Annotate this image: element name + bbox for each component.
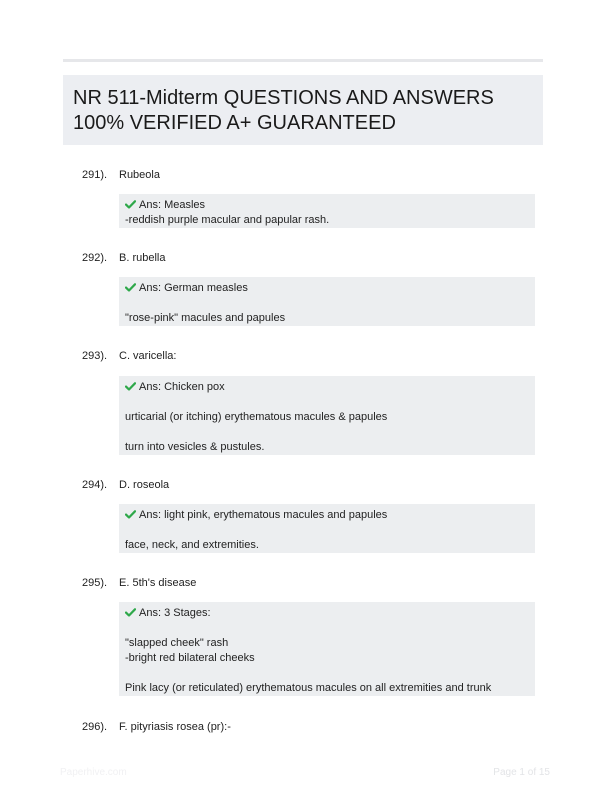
answer-label: Ans: Chicken pox [139,381,225,393]
question-text: Rubeola [119,169,160,181]
answer-box [119,194,535,228]
answer-label: Ans: German measles [139,282,248,294]
answer-label: Ans: Measles [139,199,206,211]
answer-detail: "slapped cheek" rash [125,637,229,649]
question-text: E. 5th's disease [119,577,197,589]
question-text: B. rubella [119,252,166,264]
title-line-1: NR 511-Midterm QUESTIONS AND ANSWERS [73,87,494,109]
question-number: 296). [82,721,108,733]
answer-detail: urticarial (or itching) erythematous macules & papules [125,411,388,423]
footer-source: Paperhive.com [60,767,127,778]
checkmark-icon [125,282,136,297]
answer-box [119,504,535,553]
checkmark-icon [125,509,136,524]
question-number: 291). [82,169,108,181]
top-rule [63,59,543,62]
answer-detail: -reddish purple macular and papular rash. [125,214,330,226]
title-line-2: 100% VERIFIED A+ GUARANTEED [73,112,396,134]
question-number: 294). [82,479,108,491]
question-text: F. pityriasis rosea (pr):- [119,721,231,733]
page-indicator: Page 1 of 15 [493,767,550,778]
question-number: 295). [82,577,108,589]
answer-detail: "rose-pink" macules and papules [125,312,286,324]
answer-detail: face, neck, and extremities. [125,539,259,551]
answer-detail: Pink lacy (or reticulated) erythematous macules on all extremities and trunk [125,682,492,694]
answer-box [119,602,535,696]
answer-label: Ans: 3 Stages: [139,607,211,619]
checkmark-icon [125,381,136,396]
document-title [63,75,543,145]
question-number: 292). [82,252,108,264]
answer-detail: turn into vesicles & pustules. [125,441,265,453]
question-text: C. varicella: [119,350,177,362]
checkmark-icon [125,607,136,622]
answer-box [119,277,535,326]
answer-label: Ans: light pink, erythematous macules and papules [139,509,388,521]
answer-box [119,376,535,455]
answer-detail: -bright red bilateral cheeks [125,652,255,664]
question-text: D. roseola [119,479,170,491]
question-number: 293). [82,350,108,362]
checkmark-icon [125,199,136,214]
